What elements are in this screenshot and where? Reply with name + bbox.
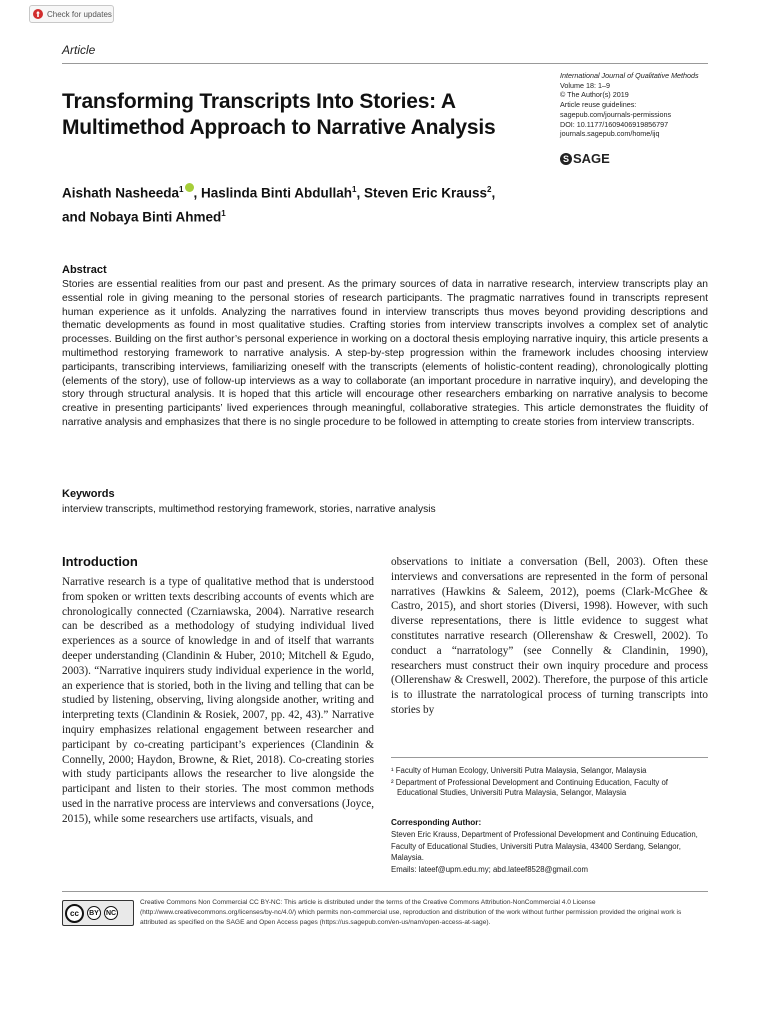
introduction-left-column: Narrative research is a type of qualitative method that is understood from spoken or written texts describing accounts of events which are chronologically connected (Czarniawska, 2004). Narrative research can be described as a methodology of studying individual lived experiences as a source of knowledge in and of itself that warrants deeper understanding (Clandinin & Huber, 2010; Mitchell & Egudo, 2003). “Narrative inquirers study individual experience in the world, an experience that is storied, both in the living and telling that can be studied by listening, observing, living alongside another, writing and interpreting texts (Clandinin & Rosiek, 2007, pp. 42, 43).” Narrative inquiry emphasizes relational engagement between researcher and participant by co-creating participant’s experiences (Clandinin & Connelly, 2000; Haydon, Browne, & Riet, 2018). Co-creating stories with study participants allows the researcher to live alongside the participant and listen to their stories. The most common methods used in the narrative process are interviews and conversations (Joyce, 2015), while some researchers use artifacts, visuals, and: [62, 576, 374, 825]
reuse-guidelines: Article reuse guidelines:: [560, 100, 637, 110]
doi-link[interactable]: DOI: 10.1177/1609406919856797: [560, 119, 669, 129]
journal-metadata: [560, 71, 710, 139]
abstract-text: Stories are essential realities from our past and present. As the primary sources of data in narrative research, interview transcripts play an essential role in giving meaning to the personal stories of research participants. The pragmatic narratives found in transcripts represent human experience as it unfolds. Analyzing the narratives found in interview transcripts thus moves beyond providing descriptions and thematic developments as found in most qualitative studies. Crafting stories from interview transcripts involves a complex set of analytic processes. Building on the first author’s personal experience in working on a doctoral thesis employing narrative inquiry, this article presents a multimethod restorying framework to narrative analysis. A step-by-step progression within the framework includes choosing interview participants, transcribing interviews, familiarizing oneself with the transcripts (elements of holistic-content reading), chronologically plotting (elements of the story), use of follow-up interviews as a way to collaborate (an important procedure in narrative inquiry), and developing the story through structural analysis. It is hoped that this article will encourage other researchers embarking on narrative analysis to become creative in presenting participants’ lived experiences through meaningful, collaborative strategies. This article demonstrates the fluidity of narrative analysis and emphasizes that there is no single procedure to be followed in attempting to create stories from interview transcripts.: [62, 279, 708, 428]
permissions-link[interactable]: sagepub.com/journals-permissions: [560, 109, 672, 119]
article-type-label: Article: [62, 43, 96, 57]
check-for-updates-label: Check for updates: [47, 9, 112, 19]
license-divider: [62, 891, 708, 892]
author-name: , Haslinda Binti Abdullah: [193, 185, 353, 201]
author-name: , Steven Eric Krauss: [356, 185, 488, 201]
affiliation-footnotes: [391, 766, 708, 801]
affiliation-marker: 2: [487, 185, 492, 194]
paper-title: Transforming Transcripts Into Stories: A Multimethod Approach to Narrative Analysis: [62, 90, 496, 139]
author-list: [62, 180, 622, 227]
copyright-notice: © The Author(s) 2019: [560, 90, 629, 100]
affiliation-marker: 1: [221, 208, 226, 218]
affiliation-marker: 1: [352, 185, 357, 194]
cc-license-badge[interactable]: [62, 900, 134, 926]
keywords-heading: Keywords: [62, 488, 115, 500]
journal-name: International Journal of Qualitative Methods: [560, 71, 699, 80]
corresponding-author-address: Steven Eric Krauss, Department of Professional Development and Continuing Education, Faculty of Educational Studies, Universiti Putra Malaysia, 43400 Serdang, Selangor, Malaysia.: [391, 830, 698, 862]
header-divider: [62, 63, 708, 64]
footnote-item: ² Department of Professional Development and Continuing Education, Faculty of Educational Studies, Universiti Putra Malaysia, Selangor, Malaysia: [391, 778, 668, 798]
updates-icon: [33, 9, 43, 19]
author-name: Aishath Nasheeda: [62, 185, 180, 201]
corresponding-author-emails[interactable]: Emails: lateef@upm.edu.my; abd.lateef8528@gmail.com: [391, 864, 588, 874]
introduction-right-column: observations to initiate a conversation (Bell, 2003). Often these interviews and conversations are represented in the form of personal narratives (Hawkins & Saleem, 2012), poems (Clark-McGhee & Castro, 2015), and short stories (Diversi, 1998). However, with such diverse representations, there is little evidence to suggest what constitutes narrative research (Ollerenshaw & Creswell, 2002). To conduct a “narratology” (see Connelly & Clandinin, 1990), researchers must construct their own inquiry procedure and process (Ollerenshaw & Creswell, 2002). Therefore, the purpose of this article is to illustrate the narratological process of turning transcripts into stories by: [391, 556, 708, 716]
author-name: and Nobaya Binti Ahmed: [62, 209, 222, 224]
author-separator: ,: [491, 185, 496, 201]
journal-homepage-link[interactable]: journals.sagepub.com/home/ijq: [560, 129, 660, 139]
affiliation-marker: 1: [179, 185, 184, 194]
orcid-icon[interactable]: [185, 183, 194, 192]
license-text: Creative Commons Non Commercial CC BY-NC: This article is distributed under the terms of the Creative Commons Attribution-NonCommercial 4.0 License (http://www.creativecommons.org/licenses/by-nc/4.0/) which permits non-commercial use, reproduction and distribution of the work without further permission provided the original work is attributed as specified on the SAGE and Open Access pages (https://us.sagepub.com/en-us/nam/open-access-at-sage).: [140, 899, 682, 926]
nc-icon: NC: [104, 906, 118, 920]
keywords-text: interview transcripts, multimethod restorying framework, stories, narrative analysis: [62, 504, 436, 515]
sage-mark-icon: S: [560, 153, 572, 165]
sage-logo: [560, 151, 610, 166]
corresponding-author-heading: Corresponding Author:: [391, 818, 482, 827]
cc-icon: cc: [65, 904, 84, 923]
abstract-heading: Abstract: [62, 264, 107, 276]
publisher-name: SAGE: [573, 151, 610, 166]
footnote-divider: [391, 757, 708, 758]
by-icon: BY: [87, 906, 101, 920]
footnote-item: ¹ Faculty of Human Ecology, Universiti Putra Malaysia, Selangor, Malaysia: [391, 766, 647, 775]
volume-info: Volume 18: 1–9: [560, 80, 610, 90]
introduction-heading: Introduction: [62, 554, 138, 569]
check-for-updates-button[interactable]: [29, 5, 114, 23]
corresponding-author-details: [391, 829, 708, 875]
